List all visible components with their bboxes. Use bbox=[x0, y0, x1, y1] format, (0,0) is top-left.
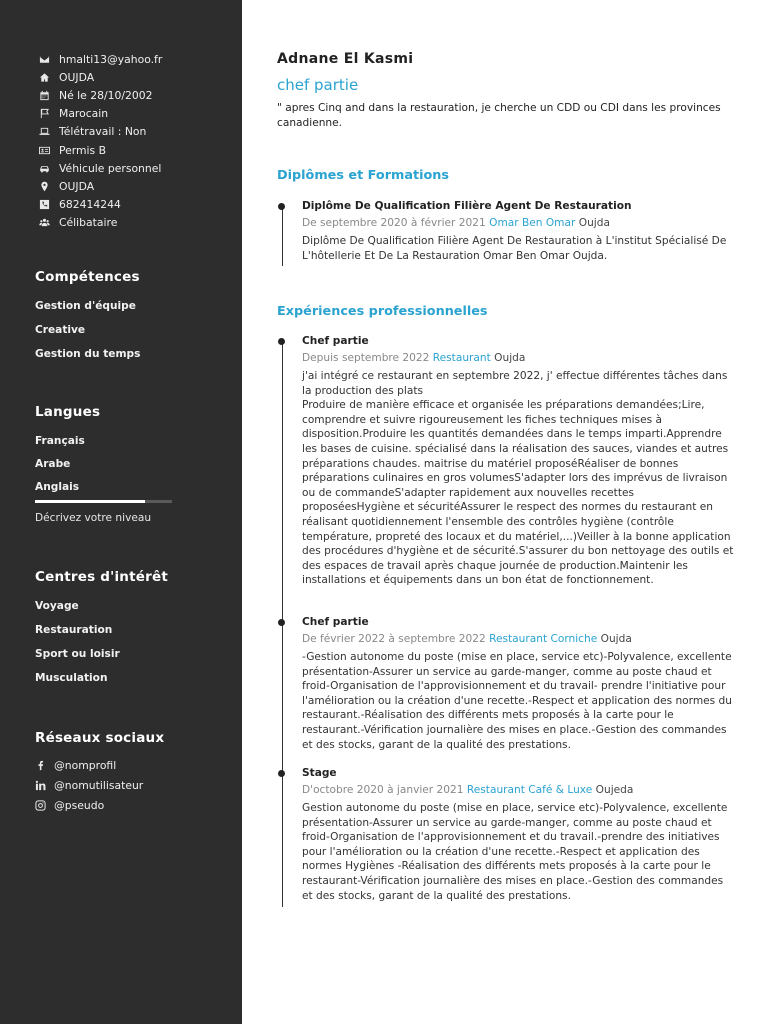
interests-section bbox=[35, 569, 168, 684]
entry-city: Oujda bbox=[600, 633, 632, 645]
skill-item: Gestion d'équipe bbox=[35, 300, 136, 312]
entry-organization: Omar Ben Omar bbox=[489, 217, 576, 229]
contact-location-text: OUJDA bbox=[59, 179, 95, 193]
entry-city: Oujda bbox=[578, 217, 610, 229]
entry-dates: Depuis septembre 2022 bbox=[302, 352, 430, 364]
social-instagram-text: @pseudo bbox=[54, 798, 105, 812]
timeline-dot bbox=[278, 770, 285, 777]
contact-vehicle bbox=[37, 159, 162, 177]
sidebar bbox=[0, 0, 242, 1024]
contact-vehicle-text: Véhicule personnel bbox=[59, 161, 162, 175]
social-instagram[interactable] bbox=[35, 795, 164, 815]
social-linkedin-text: @nomutilisateur bbox=[54, 778, 144, 792]
entry-city: Oujeda bbox=[595, 784, 634, 796]
contact-list bbox=[37, 50, 162, 232]
contact-nationality bbox=[37, 105, 162, 123]
entry-organization: Restaurant Café & Luxe bbox=[466, 784, 593, 796]
entry-title: Chef partie bbox=[302, 335, 369, 347]
languages-section bbox=[35, 404, 172, 524]
contact-address-text: OUJDA bbox=[59, 70, 95, 84]
timeline-dot bbox=[278, 619, 285, 626]
summary: " apres Cinq and dans la restauration, je cherche un CDD ou CDI dans les provinces canadienne. bbox=[277, 102, 721, 129]
timeline-line bbox=[282, 206, 283, 266]
linkedin-icon bbox=[35, 780, 48, 791]
contact-birthdate bbox=[37, 86, 162, 104]
language-item: Arabe bbox=[35, 458, 71, 470]
skills-section bbox=[35, 269, 140, 360]
experience-entry bbox=[302, 767, 734, 903]
entry-dates: D'octobre 2020 à janvier 2021 bbox=[302, 784, 464, 796]
entry-description: Gestion autonome du poste (mise en place, service etc)-Polyvalence, excellente présentation-Assurer un service au garde-manger, comme au poste chaud et froid-Organisation de l'approvisionnement et du travail.-prendre des initiatives pour l'amélioration ou la création d'une recette.-Respect et application des normes Hygiènes -Réalisation des différents mets proposés à la carte pour le restaurant-Vérification journalière des mises en place.-Gestion des commandes et des stocks, garant de la qualité des prestations. bbox=[302, 802, 728, 902]
entry-description: j'ai intégré ce restaurant en septembre 2022, j' effectue différentes tâches dans la production des plats Produire de manière efficace et organisée les préparations demandées;Lire, comprendre et suivre rigoureusement les fiches techniques mises à disposition.Produire les quantités demandées dans le temps imparti.Apprendre les bases de cuisine. spécialisé dans la réalisation des sauces, viandes et autres préparations chaudes. maitrise du matériel proposéRéaliser de bonnes préparations culinaires en gros volumesS'adapter lors des imprévus de livraison ou de commandeS'adapter rapidement aux nouvelles recettes proposéesHygiène et sécuritéAssurer le respect des normes du restaurant en réalisant quotidiennement l'ensemble des contrôles hygiène (contrôle température, propreté des locaux et du matériel,...)Veiller à la bonne application des procédures d'hygiène et de sécurité.S'assurer du bon nettoyage des outils et des espaces de travail après chaque journée de production.Maintenir les installations et équipements dans un bon état de fonctionnement. bbox=[302, 370, 734, 587]
contact-location bbox=[37, 177, 162, 195]
contact-email bbox=[37, 50, 162, 68]
language-item: Français bbox=[35, 435, 85, 447]
experience-entry bbox=[302, 335, 734, 588]
contact-address bbox=[37, 68, 162, 86]
timeline-dot bbox=[278, 203, 285, 210]
contact-remote bbox=[37, 123, 162, 141]
contact-email-text[interactable]: hmalti13@yahoo.fr bbox=[59, 52, 163, 66]
id-card-icon bbox=[37, 144, 51, 156]
education-title: Diplômes et Formations bbox=[277, 168, 450, 183]
contact-status-text: Célibataire bbox=[59, 216, 118, 230]
contact-birthdate-text: Né le 28/10/2002 bbox=[59, 88, 153, 102]
experience-title: Expériences professionnelles bbox=[277, 304, 488, 319]
timeline-dot bbox=[278, 338, 285, 345]
entry-dates: De septembre 2020 à février 2021 bbox=[302, 217, 486, 229]
interest-item: Voyage bbox=[35, 600, 79, 612]
map-pin-icon bbox=[37, 180, 51, 192]
social-list bbox=[35, 755, 164, 815]
language-level-fill bbox=[35, 500, 145, 503]
skill-item: Creative bbox=[35, 324, 86, 336]
car-icon bbox=[37, 162, 51, 174]
interest-item: Sport ou loisir bbox=[35, 648, 120, 660]
experience-entry bbox=[302, 616, 734, 752]
language-level-bar bbox=[35, 500, 172, 503]
entry-organization: Restaurant bbox=[432, 352, 491, 364]
contact-nationality-text: Marocain bbox=[59, 107, 109, 121]
phone-icon bbox=[37, 199, 51, 211]
job-title: chef partie bbox=[277, 76, 359, 94]
calendar-icon bbox=[37, 89, 51, 101]
entry-city: Oujda bbox=[494, 352, 526, 364]
contact-phone bbox=[37, 196, 162, 214]
entry-title: Stage bbox=[302, 767, 337, 779]
languages-title: Langues bbox=[35, 404, 101, 420]
entry-dates: De février 2022 à septembre 2022 bbox=[302, 633, 486, 645]
social-title: Réseaux sociaux bbox=[35, 730, 165, 746]
skills-title: Compétences bbox=[35, 269, 140, 285]
interest-item: Restauration bbox=[35, 624, 113, 636]
laptop-icon bbox=[37, 126, 51, 138]
social-facebook[interactable] bbox=[35, 755, 164, 775]
language-item: Anglais bbox=[35, 481, 80, 493]
interests-title: Centres d'intérêt bbox=[35, 569, 168, 585]
social-section bbox=[35, 730, 164, 815]
envelope-icon bbox=[37, 53, 51, 65]
entry-description: Diplôme De Qualification Filière Agent De Restauration à L'institut Spécialisé De L'hôtellerie Et De La Restauration Omar Ben Omar Oujda. bbox=[302, 235, 727, 262]
entry-meta bbox=[302, 633, 734, 645]
social-linkedin[interactable] bbox=[35, 775, 164, 795]
skill-item: Gestion du temps bbox=[35, 348, 141, 360]
facebook-icon bbox=[35, 760, 48, 771]
instagram-icon bbox=[35, 800, 48, 811]
contact-license-text: Permis B bbox=[59, 143, 106, 157]
language-level-note: Décrivez votre niveau bbox=[35, 512, 152, 524]
entry-meta bbox=[302, 217, 734, 229]
social-facebook-text: @nomprofil bbox=[54, 758, 117, 772]
home-icon bbox=[37, 71, 51, 83]
entry-title: Diplôme De Qualification Filière Agent De Restauration bbox=[302, 200, 632, 212]
people-icon bbox=[37, 217, 51, 229]
candidate-name: Adnane El Kasmi bbox=[277, 51, 414, 67]
contact-remote-text: Télétravail : Non bbox=[59, 125, 147, 139]
contact-phone-text[interactable]: 682414244 bbox=[59, 198, 121, 212]
education-entry bbox=[302, 200, 734, 263]
entry-title: Chef partie bbox=[302, 616, 369, 628]
flag-icon bbox=[37, 108, 51, 120]
entry-meta bbox=[302, 352, 734, 364]
entry-organization: Restaurant Corniche bbox=[489, 633, 598, 645]
entry-description: -Gestion autonome du poste (mise en place, service etc)-Polyvalence, excellente présentation-Assurer un service au garde-manger, comme au poste chaud et froid-Organisation de l'approvisionnement et du travail- prendre l'initiative pour l'amélioration ou la création d'une recette.-Respect et application des normes du restaurant.-Réalisation des différents mets proposés à la carte pour le restaurant.-Vérification journalière des mises en place.-Gestion des commandes et des stocks, garant de la qualité des prestations. bbox=[302, 651, 732, 751]
contact-status bbox=[37, 214, 162, 232]
entry-meta bbox=[302, 784, 734, 796]
contact-license bbox=[37, 141, 162, 159]
interest-item: Musculation bbox=[35, 672, 108, 684]
